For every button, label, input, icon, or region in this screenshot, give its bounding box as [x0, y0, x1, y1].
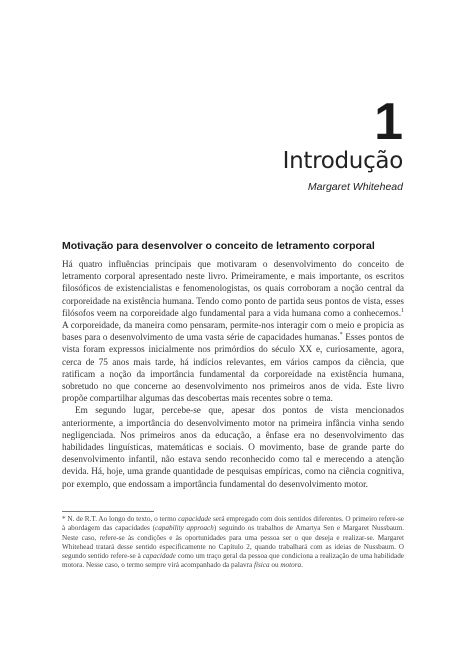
body-text	[62, 258, 404, 490]
footnote-text-4: como um traço geral da pessoa que condiciona a realização de uma habilidade motora. Nesse caso, o termo sempre virá acompanhado da palavra	[62, 552, 404, 570]
footnote-text-2: será empregado com dois sentidos diferentes. O primeiro refere-se à abordagem das capacidades (	[62, 515, 404, 533]
footnote-emphasis-4: física	[254, 561, 270, 570]
chapter-title: Introdução	[282, 148, 403, 174]
paragraph-1-part-c: Esses pontos de vista foram expressos inicialmente nos primórdios do século XX e, curiosamente, agora, cerca de 75 anos mais tarde, há indícios relevantes, em vários campos da ciência, que ratificam a noção da importância fundamental da corporeidade na existência humana, sobretudo no que concerne ao desenvolvimento nos primeiros anos de vida. Este livro propõe compartilhar algumas das descobertas mais recentes sobre o tema.	[62, 332, 404, 404]
paragraph-1-part-a: Há quatro influências principais que motivaram o desenvolvimento do conceito de letramento corporal apresentado neste livro. Primeiramente, e mais importante, os escritos filosóficos de existencialistas e fenomenologistas, os quais corroboram a noção central da corporeidade na existência humana. Tendo como ponto de partida seus pontos de vista, esses filósofos veem na corporeidade algo fundamental para a vida humana como a conhecemos.	[62, 259, 404, 318]
paragraph-1-part-b: A corporeidade, da maneira como pensaram, permite-nos interagir com o meio e propicia as bases para o desenvolvimento de uma vasta série de capacidades humanas.	[62, 320, 404, 343]
paragraph-1	[62, 258, 404, 404]
paragraph-2: Em segundo lugar, percebe-se que, apesar dos pontos de vista mencionados anteriormente, a importância do desenvolvimento motor na primeira infância vinha sendo negligenciada. Nos primeiros anos da educação, a ênfase era no desenvolvimento das habilidades linguísticas, matemáticas e sociais. O movimento, base de grande parte do desenvolvimento infantil, não estava sendo reconhecido como tal e merecendo a atenção devida. Há, hoje, uma grande quantidade de pesquisas empíricas, como na ciência cognitiva, por exemplo, que endossam a importância fundamental do desenvolvimento motor.	[62, 405, 404, 489]
chapter-number: 1	[374, 93, 403, 151]
section-heading: Motivação para desenvolver o conceito de letramento corporal	[62, 240, 375, 252]
footnote-text-5: ou	[269, 561, 281, 570]
chapter-author: Margaret Whitehead	[307, 181, 403, 193]
footnote-marker: *	[339, 332, 343, 339]
footnote-text-6: .	[301, 561, 303, 570]
footnote-text-3: ) seguindo os trabalhos de Amartya Sen e Margaret Nussbaum. Neste caso, refere-se às condições e às oportunidades para uma pessoa ser o que deseja e realizar-se. Margaret Whitehead tratará desse sentido especificamente no Capítulo 2, quando trabalhará com as ideias de Nussbaum. O segundo sentido refere-se à	[62, 524, 404, 561]
footnote	[62, 515, 404, 571]
footnote-emphasis-2: capability approach	[155, 524, 214, 533]
footnote-emphasis-3: capacidade	[142, 552, 176, 561]
endnote-marker: 1	[401, 307, 404, 314]
footnote-emphasis-1: capacidade	[178, 515, 212, 523]
footnote-emphasis-5: motora	[280, 561, 302, 570]
footnote-text-1: * N. de R.T. Ao longo do texto, o termo	[62, 515, 179, 523]
footnote-rule	[62, 511, 154, 512]
